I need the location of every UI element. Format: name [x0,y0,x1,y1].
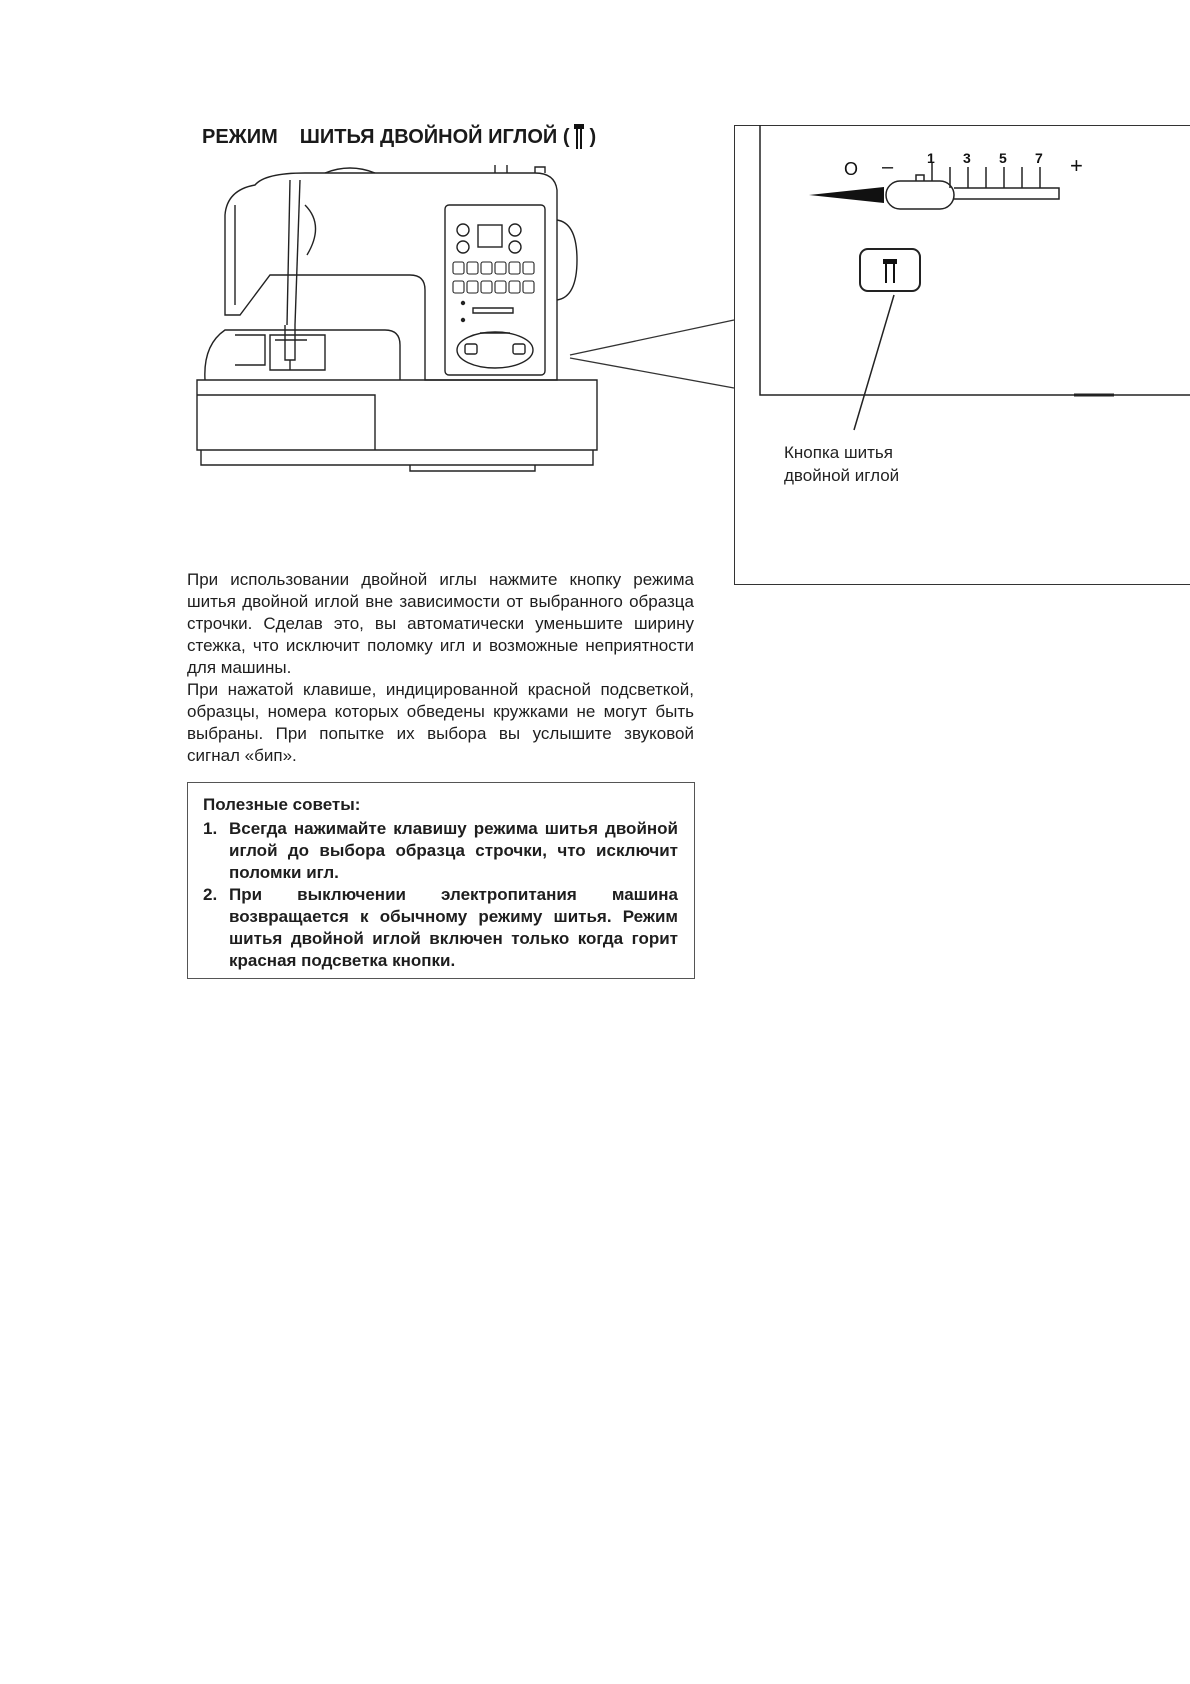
sewing-machine-illustration [195,165,605,475]
callout-line-1: Кнопка шитья [784,443,893,462]
tip-text: Всегда нажимайте клавишу режима шитья двойной иглой до выбора образца строчки, что исключит поломки игл. [229,819,678,882]
callout-line-2: двойной иглой [784,466,900,485]
twin-needle-icon [570,123,588,151]
title-part-mode: РЕЖИМ [202,125,278,148]
callout-connector-lines [560,310,740,400]
scale-label-off: O [844,159,859,179]
instructions-paragraph-2: При нажатой клавише, индицированной красной подсветкой, образцы, номера которых обведены кружками не могут быть выбраны. При попытке их выбора вы услышите звуковой сигнал «бип». [187,680,694,765]
scale-label-minus: – [882,156,894,178]
tip-item [203,884,678,972]
tips-title: Полезные советы: [203,795,361,814]
instructions-text [187,569,694,767]
twin-needle-button-callout [784,441,899,487]
title-part-twin-needle: ШИТЬЯ ДВОЙНОЙ ИГЛОЙ ( [299,125,570,148]
tip-number: 2. [203,885,218,904]
tip-text: При выключении электропитания машина возвращается к обычному режиму шитья. Режим шитья двойной иглой включен только когда горит красная подсветка кнопки. [229,885,678,970]
scale-label-plus: + [1070,153,1083,178]
scale-label-7: 7 [1035,150,1043,166]
scale-label-1: 1 [927,150,935,166]
detail-zoom-illustration [734,125,1190,585]
useful-tips-box [187,782,695,979]
title-close-paren: ) [589,125,597,148]
page-title [202,123,596,151]
tip-item [203,818,678,884]
instructions-paragraph-1: При использовании двойной иглы нажмите кнопку режима шитья двойной иглой вне зависимости от выбранного образца строчки. Сделав это, вы автоматически уменьшите ширину стежка, что исключит поломку игл и возможные неприятности для машины. [187,570,694,677]
scale-label-3: 3 [963,150,971,166]
tip-number: 1. [203,819,218,838]
scale-label-5: 5 [999,150,1007,166]
tips-list [203,818,678,972]
